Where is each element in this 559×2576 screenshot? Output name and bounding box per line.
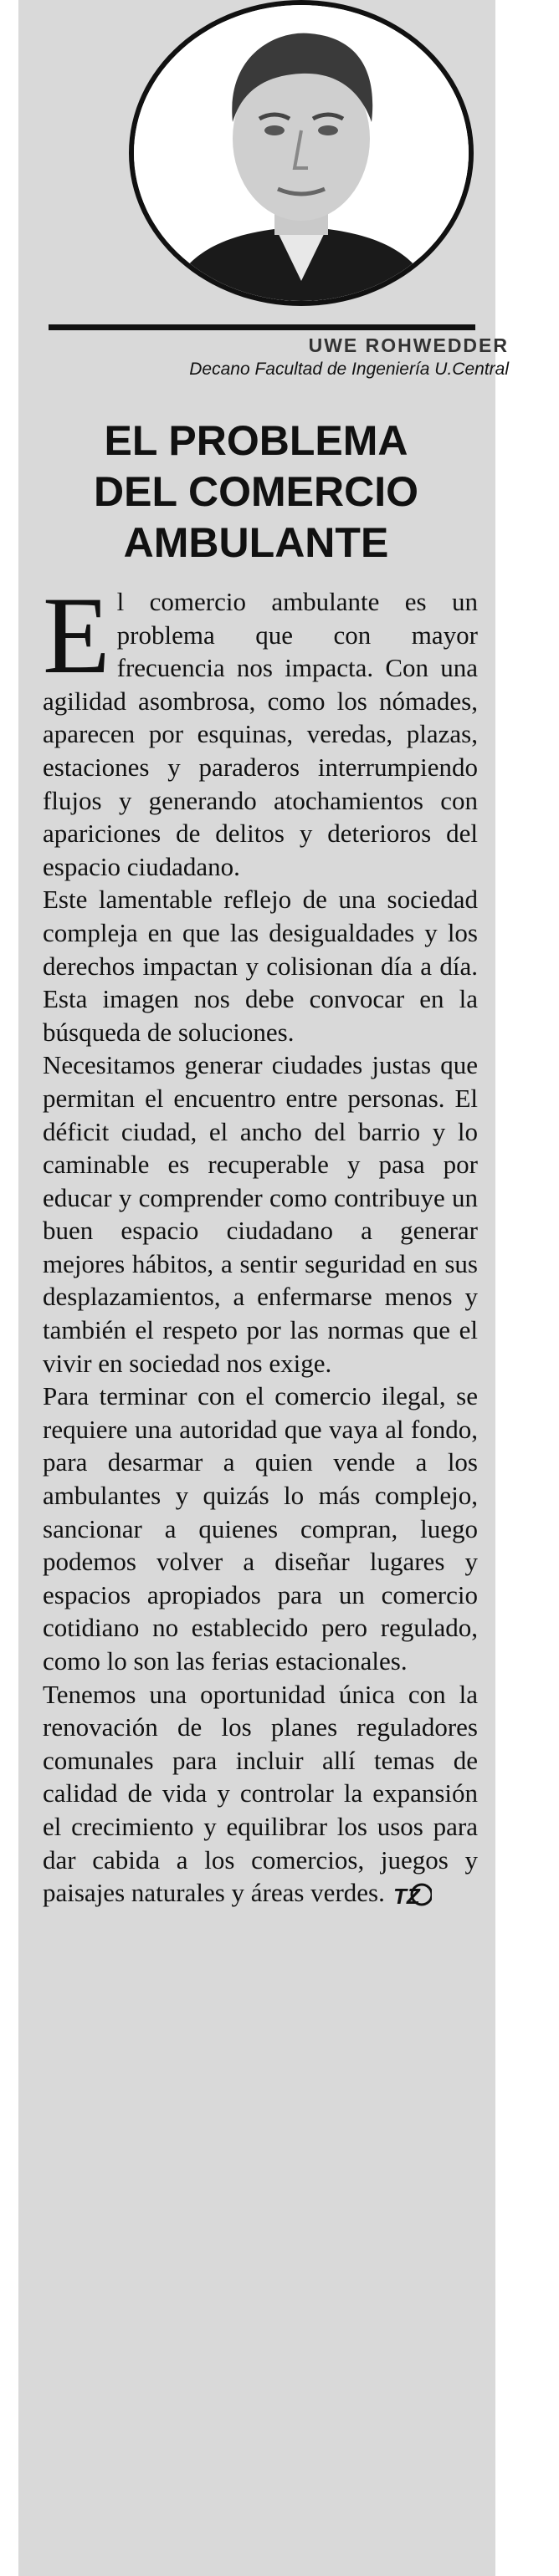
paragraph: Para terminar con el comercio ilegal, se requiere una autoridad que vaya al fondo, para desarmar a quien vende a los ambulantes y quizás lo más complejo, sancionar a quienes compran, luego podemos volver a diseñar lugares y espacios apropiados para un comercio cotidiano no establecido pero regulado, como lo son las ferias estacionales.	[43, 1381, 478, 1676]
paragraph-text: l comercio ambulante es un problema que con mayor frecuencia nos impacta. Con una agilidad asombrosa, como los nómades, aparecen por esquinas, veredas, plazas, estaciones y paraderos interrumpiendo flujos y generando atochamientos con apariciones de delitos y deterioros del espacio ciudadano.	[43, 587, 478, 881]
header-rule	[49, 324, 475, 330]
article-body	[43, 574, 478, 1910]
byline	[189, 333, 509, 381]
paragraph: Necesitamos generar ciudades justas que permitan el encuentro entre personas. El déficit ciudad, el ancho del barrio y lo caminable es recuperable y pasa por educar y comprender como contribuye un buen espacio ciudadano a generar mejores hábitos, a sentir seguridad en sus desplazamientos, a enfermarse menos y también el respeto por las normas que el vivir en sociedad nos exige.	[43, 1050, 478, 1378]
headline-line-2: DEL COMERCIO	[94, 468, 418, 515]
end-mark-text: TZ	[392, 1884, 420, 1910]
headline-line-3: AMBULANTE	[123, 519, 389, 566]
author-photo	[129, 0, 474, 306]
article-headline	[33, 416, 479, 569]
paragraph	[43, 1678, 478, 1910]
author-title: Decano Facultad de Ingeniería U.Central	[189, 360, 509, 379]
end-logo-icon	[392, 1882, 432, 1909]
paragraph	[43, 574, 478, 883]
paragraph-text: Tenemos una oportunidad única con la renovación de los planes reguladores comunales para incluir allí temas de calidad de vida y controlar la expansión el crecimiento y equilibrar los usos para dar cabida a los comercios, juegos y paisajes naturales y áreas verdes.	[43, 1679, 478, 1908]
headline-line-1: EL PROBLEMA	[104, 417, 408, 464]
author-name: UWE ROHWEDDER	[308, 334, 509, 356]
paragraph: Este lamentable reflejo de una sociedad compleja en que las desigualdades y los derechos impactan y colisionan día a día. Esta imagen nos debe convocar en la búsqueda de soluciones.	[43, 885, 478, 1047]
drop-cap: E	[43, 574, 110, 696]
